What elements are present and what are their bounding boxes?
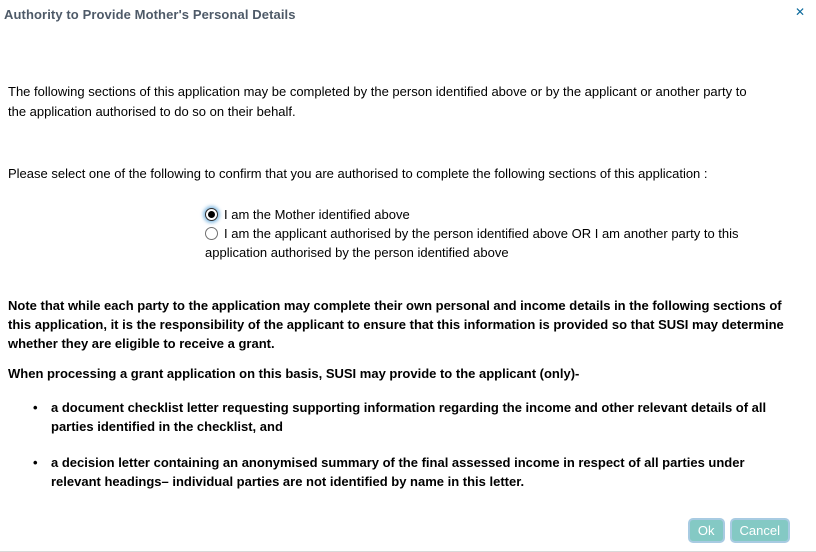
radio-option-applicant-label: I am the applicant authorised by the person identified above OR I am another party to this application authorised by the person identified above (205, 226, 739, 260)
radio-option-mother[interactable] (205, 205, 780, 224)
intro-paragraph-completion: The following sections of this application may be completed by the person identified above or by the applicant or another party to the application authorised to do so on their behalf. (8, 84, 747, 119)
radio-unselected-icon[interactable] (205, 227, 218, 240)
ok-button[interactable]: Ok (688, 518, 725, 543)
dialog-footer (688, 518, 790, 543)
dialog-title: Authority to Provide Mother's Personal Details (4, 7, 296, 22)
list-item-text: a decision letter containing an anonymised summary of the final assessed income in respect of all parties under relevant headings– individual parties are not identified by name in this letter. (51, 455, 745, 489)
authorisation-radio-group (205, 205, 780, 262)
intro-paragraph-select-prompt: Please select one of the following to confirm that you are authorised to complete the following sections of this application : (8, 166, 708, 181)
note-paragraph-processing: When processing a grant application on this basis, SUSI may provide to the applicant (only)- (8, 366, 580, 381)
close-icon[interactable]: ✕ (794, 5, 805, 19)
list-item-decision-letter (8, 453, 770, 491)
radio-option-mother-label: I am the Mother identified above (224, 207, 410, 222)
list-item-text: a document checklist letter requesting supporting information regarding the income and other relevant details of all parties identified in the checklist, and (51, 400, 767, 434)
list-item-checklist-letter (8, 398, 770, 436)
radio-selected-icon[interactable] (205, 208, 218, 221)
radio-option-applicant[interactable] (205, 224, 780, 262)
note-paragraph-responsibility: Note that while each party to the application may complete their own personal and income details in the following sections of this application, it is the responsibility of the applicant to ensure that this information is provided so that SUSI may determine whether they are eligible to receive a grant. (8, 298, 784, 351)
provided-to-applicant-list (8, 398, 770, 508)
cancel-button[interactable]: Cancel (730, 518, 790, 543)
